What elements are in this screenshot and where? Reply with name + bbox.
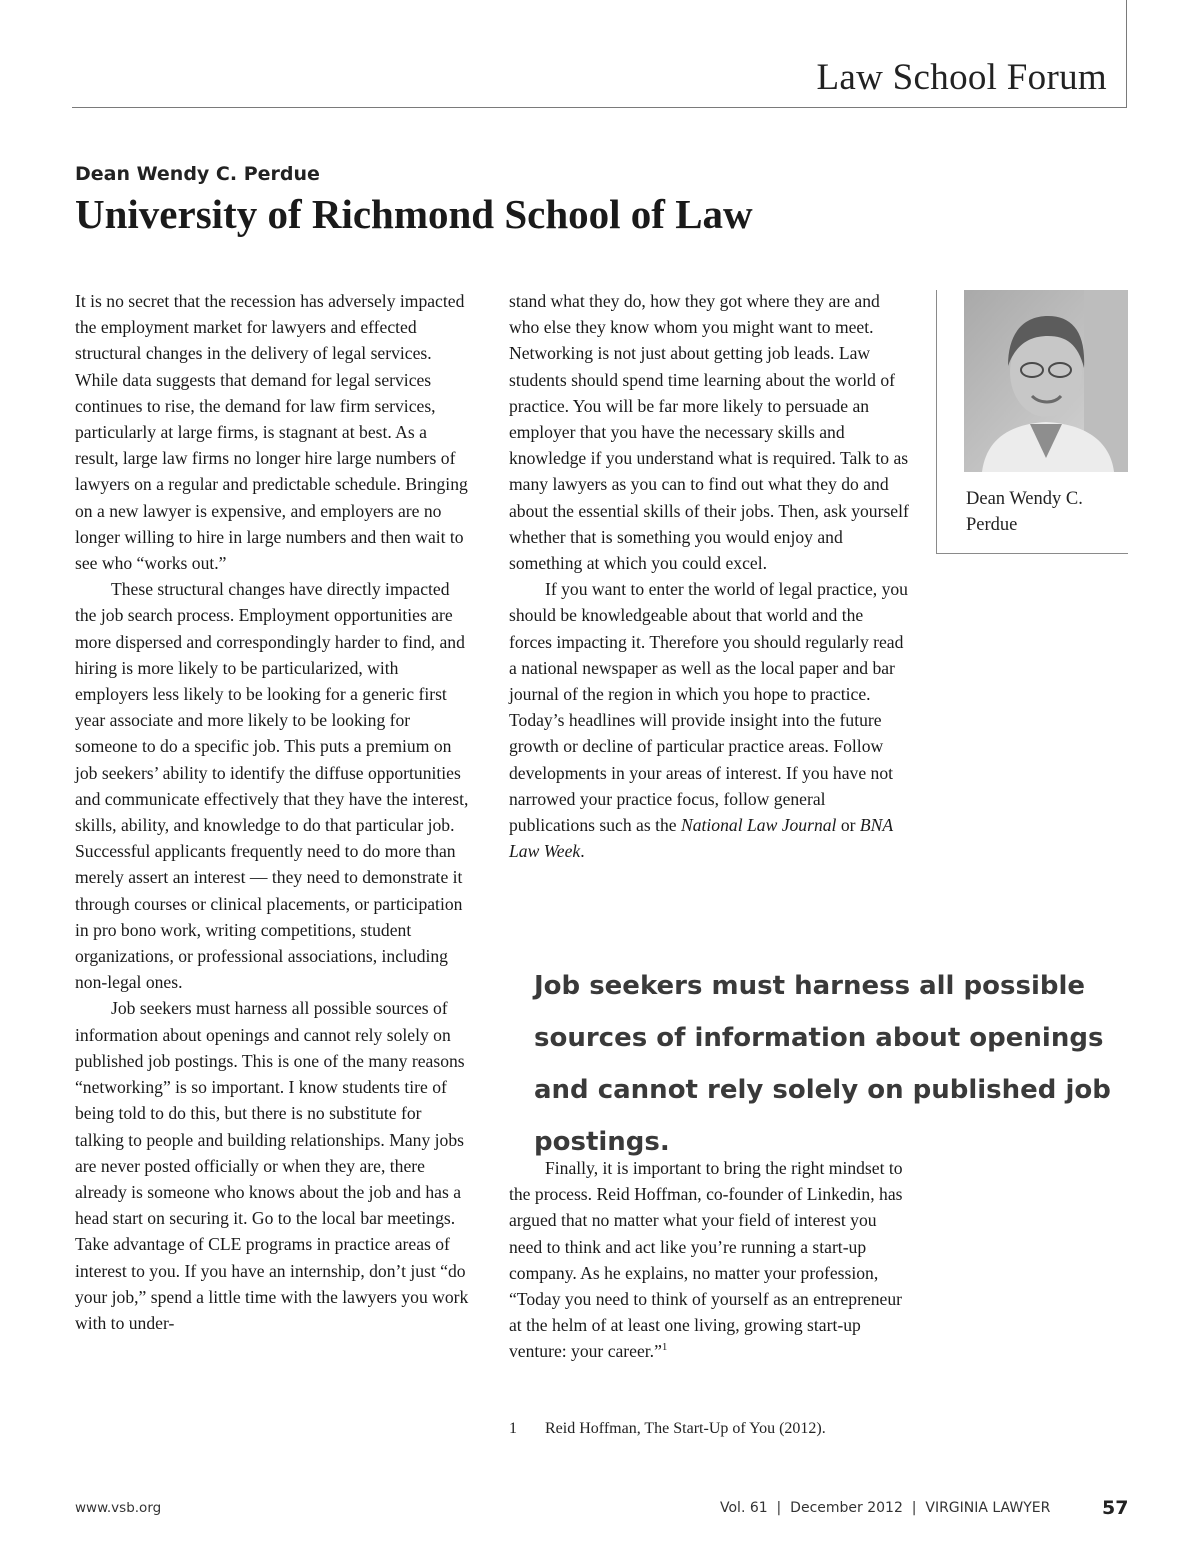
footer-website-link[interactable]: www.vsb.org — [75, 1500, 162, 1516]
paragraph: It is no secret that the recession has adversely impacted the employment market for lawyers and effected structural changes in the delivery of legal services. While data suggests that demand for legal services continues to rise, the demand for law firm services, particularly at large firms, is stagnant at best. As a result, large law firms no longer hire large numbers of lawyers on a regular and predictable schedule. Bringing on a new lawyer is expensive, and employers are no longer willing to hire in large numbers and then wait to see who “works out.” — [75, 291, 468, 574]
column-2 — [509, 288, 909, 864]
section-title: Law School Forum — [816, 57, 1107, 98]
column-1 — [75, 288, 471, 1336]
paragraph — [509, 576, 909, 864]
page-number: 57 — [1102, 1497, 1129, 1519]
publication-title: National Law Journal — [681, 815, 837, 836]
photo-caption: Dean Wendy C. Perdue — [966, 489, 1083, 535]
paragraph-text: . — [580, 841, 585, 862]
footnote — [509, 1420, 826, 1438]
paragraph: These structural changes have directly impacted the job search process. Employment opportunities are more dispersed and correspondingly harder to find, and hiring is more likely to be particularized, with employers less likely to be looking for a generic first year associate and more likely to be looking for someone to do a specific job. This puts a premium on job seekers’ ability to identify the diffuse opportunities and communicate effectively that they have the interest, skills, ability, and knowledge to do that particular job. Successful applicants frequently need to do more than merely assert an interest — they need to demonstrate it through courses or clinical placements, or participation in pro bono work, writing competitions, student organizations, or professional associations, including non-legal ones. — [75, 579, 469, 993]
paragraph-text: Finally, it is important to bring the right mindset to the process. Reid Hoffman, co-founder of Linkedin, has argued that no matter what your field of interest you need to think and act like you’re running a start-up company. As he explains, no matter your profession, “Today you need to think of yourself as an entrepreneur at the helm of at least one living, growing start-up venture: your career.” — [509, 1158, 903, 1362]
header-vertical-rule — [1126, 0, 1127, 108]
paragraph: stand what they do, how they got where they are and who else they know whom you might want to meet. Networking is not just about getting job leads. Law students should spend time learning about the world of practice. You will be far more likely to persuade an employer that you have the necessary skills and knowledge if you understand what is required. Talk to as many lawyers as you can to find out what they do and about the essential skills of their jobs. Then, ask yourself whether that is something you would enjoy and something at which you could excel. — [509, 291, 909, 574]
footnote-number: 1 — [509, 1420, 517, 1437]
article-title: University of Richmond School of Law — [75, 191, 753, 237]
author-photo-box — [936, 290, 1128, 554]
author-photo — [964, 290, 1128, 472]
paragraph-text: If you want to enter the world of legal practice, you should be knowledgeable about that world and the forces impacting it. Therefore you should regularly read a national newspaper as well as the local paper and bar journal of the region in which you hope to practice. Today’s headlines will provide insight into the future growth or decline of particular practice areas. Follow developments in your areas of interest. If you have not narrowed your practice focus, follow general publications such as the — [509, 579, 908, 836]
paragraph: Job seekers must harness all possible sources of information about openings and cannot rely solely on published job postings. This is one of the many reasons “networking” is so important. I know students tire of being told to do this, but there is no substitute for talking to people and building relationships. Many jobs are never posted officially or when they are, there already is someone who knows about the job and has a head start on securing it. Go to the local bar meetings. Take advantage of CLE programs in practice areas of interest to you. If you have an internship, don’t just “do your job,” spend a little time with the lawyers you work with to under- — [75, 998, 469, 1333]
author-byline: Dean Wendy C. Perdue — [75, 163, 320, 185]
footnote-text: Reid Hoffman, The Start-Up of You (2012). — [545, 1420, 826, 1437]
paragraph-text: or — [836, 815, 860, 836]
footnote-reference[interactable]: 1 — [661, 1341, 668, 1354]
publication-title: BNA Law Week — [509, 815, 893, 862]
pull-quote: Job seekers must harness all possible sources of information about openings and cannot rely solely on published job postings. — [534, 971, 1111, 1157]
column-3 — [509, 1155, 909, 1365]
paragraph — [509, 1155, 909, 1365]
header-rule — [72, 107, 1127, 108]
footer-issue-info: Vol. 61 | December 2012 | VIRGINIA LAWYER — [720, 1500, 1051, 1516]
